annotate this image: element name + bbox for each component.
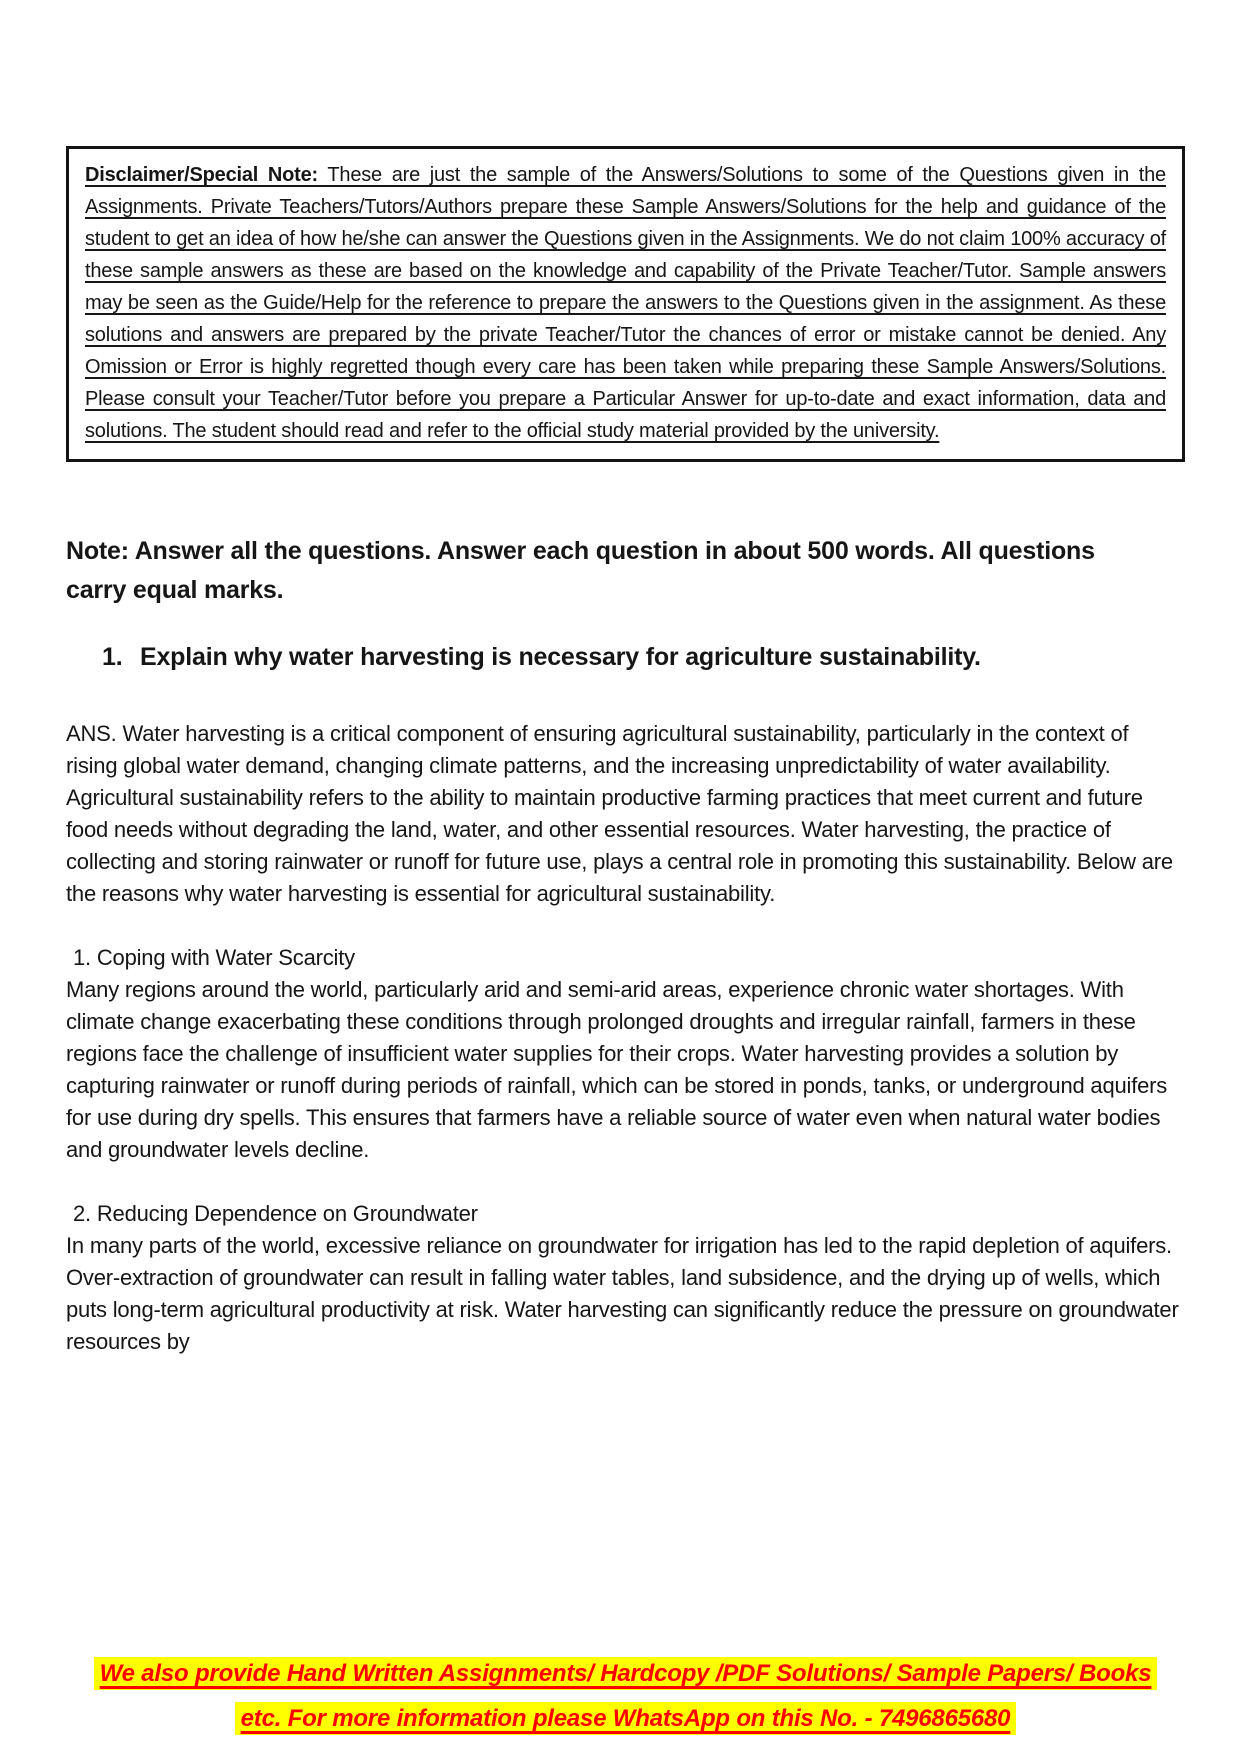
disclaimer-box	[66, 146, 1185, 462]
section-paragraph: In many parts of the world, excessive reliance on groundwater for irrigation has led to the rapid depletion of aquifers. Over-extraction of groundwater can result in falling water tables, land subsidence, and the drying up of wells, which puts long-term agricultural productivity at risk. Water harvesting can significantly reduce the pressure on groundwater resources by	[66, 1233, 1179, 1354]
disclaimer-label: Disclaimer/Special Note:	[85, 164, 319, 186]
disclaimer-text	[85, 164, 1166, 442]
section-heading: 1. Coping with Water Scarcity	[73, 945, 355, 970]
question-number: 1.	[102, 643, 123, 671]
answer-intro-paragraph: ANS. Water harvesting is a critical component of ensuring agricultural sustainability, particularly in the context of rising global water demand, changing climate patterns, and the increasing unpredictability of water availability. Agricultural sustainability refers to the ability to maintain productive farming practices that meet current and future food needs without degrading the land, water, and other essential resources. Water harvesting, the practice of collecting and storing rainwater or runoff for future use, plays a central role in promoting this sustainability. Below are the reasons why water harvesting is essential for agricultural sustainability.	[66, 721, 1173, 906]
disclaimer-body: These are just the sample of the Answers/Solutions to some of the Questions given in the Assignments. Private Teachers/Tutors/Authors prepare these Sample Answers/Solutions for the help and guidance of the student to get an idea of how he/she can answer the Questions given in the Assignments. We do not claim 100% accuracy of these sample answers as these are based on the knowledge and capability of the Private Teacher/Tutor. Sample answers may be seen as the Guide/Help for the reference to prepare the answers to the Questions given in the assignment. As these solutions and answers are prepared by the private Teacher/Tutor the chances of error or mistake cannot be denied. Any Omission or Error is highly regretted though every care has been taken while preparing these Sample Answers/Solutions. Please consult your Teacher/Tutor before you prepare a Particular Answer for up-to-date and exact information, data and solutions. The student should read and refer to the official study material provided by the university.	[85, 164, 1166, 442]
footer-banner	[93, 1651, 1158, 1741]
answer-section-1	[66, 942, 1185, 1166]
instructions-note: Note: Answer all the questions. Answer each question in about 500 words. All questions carry equal marks.	[66, 537, 1095, 604]
answer-section-2	[66, 1198, 1185, 1358]
section-heading: 2. Reducing Dependence on Groundwater	[73, 1201, 478, 1226]
question-text: Explain why water harvesting is necessary for agriculture sustainability.	[140, 643, 981, 671]
page-content	[66, 0, 1185, 1358]
footer-promo-text: We also provide Hand Written Assignments/ Hardcopy /PDF Solutions/ Sample Papers/ Books etc. For more information please WhatsApp on this No. - 7496865680	[94, 1657, 1158, 1735]
question-item	[66, 640, 1185, 674]
section-paragraph: Many regions around the world, particularly arid and semi-arid areas, experience chronic water shortages. With climate change exacerbating these conditions through prolonged droughts and irregular rainfall, farmers in these regions face the challenge of insufficient water supplies for their crops. Water harvesting provides a solution by capturing rainwater or runoff during periods of rainfall, which can be stored in ponds, tanks, or underground aquifers for use during dry spells. This ensures that farmers have a reliable source of water even when natural water bodies and groundwater levels decline.	[66, 977, 1168, 1162]
